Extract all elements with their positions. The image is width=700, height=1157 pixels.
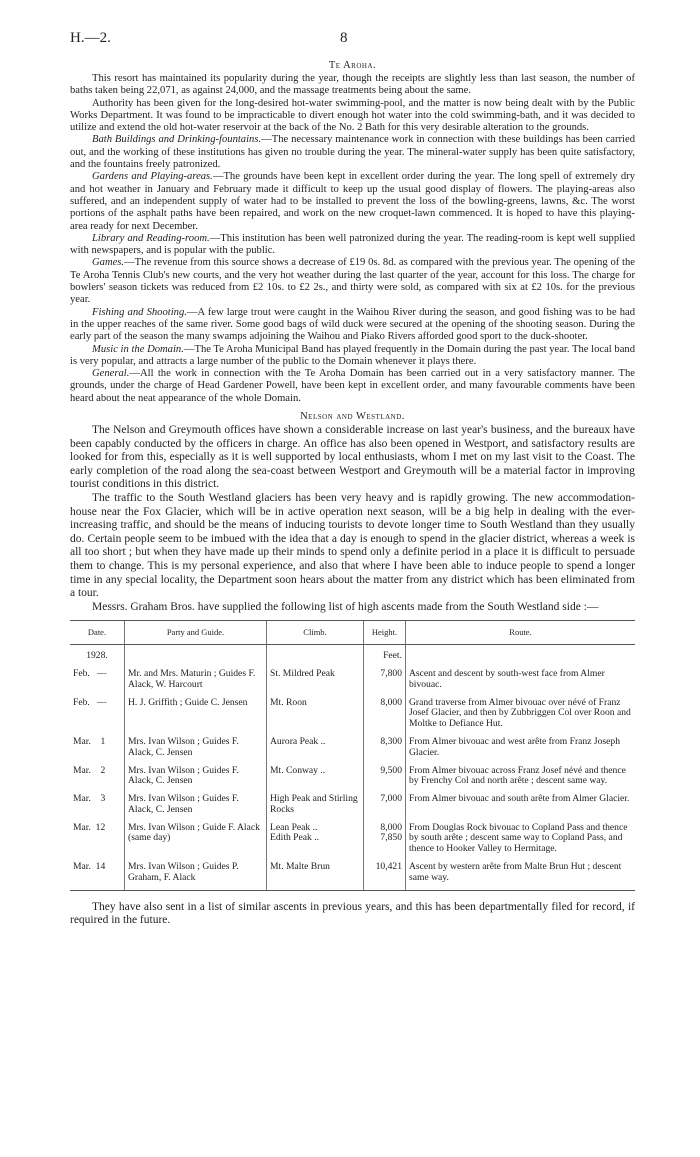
cell-date: Mar. 3 <box>73 793 106 805</box>
cell-date: Mar. 1 <box>73 735 106 747</box>
cell-date: Feb. — <box>73 667 107 679</box>
table-header-row <box>70 621 635 645</box>
column-header-party: Party and Guide. <box>125 621 267 645</box>
subsection-title: Library and Reading-room. <box>92 232 210 244</box>
table-body <box>70 645 635 891</box>
column-header-date: Date. <box>70 621 125 645</box>
cell-route: From Almer bivouac across Franz Josef névé and thence by Frenchy Col and north arête ; descent same way. <box>406 765 636 794</box>
cell-route: Ascent and descent by south-west face from Almer bivouac. <box>406 668 636 697</box>
cell-height: 7,000 <box>364 793 406 822</box>
cell-route: Grand traverse from Almer bivouac over névé of Franz Josef Glacier, and then by Zubbriggen Col over Roon and Moltke to Defiance Hut. <box>406 697 636 736</box>
paragraph: Bath Buildings and Drinking-fountains.—The necessary maintenance work in connection with these buildings has been carried out, and the working of these institutions has given no trouble during the year. The mineral-water supply has been quite satisfactory, and the fountains freely patronized. <box>70 134 635 171</box>
paragraph: The traffic to the South Westland glaciers has been very heavy and is rapidly growing. The new accommodation-house near the Fox Glacier, which will be in active operation next season, will be a big help in dealing with the ever-increasing traffic, and should be the means of inducing tourists to devote longer time to South Westland than they usually do. Certain people seem to be imbued with the idea that a day is enough to spend in the glacier district, whereas a week is all too short ; but when they have made up their minds to spend only a definite period in a place it is difficult to persuade them to change. This is my personal experience, and also that where I have been able to induce people to spend a longer time in any special locality, the Department soon hears about the matter from any district which has been eliminated from a tour. <box>70 491 635 600</box>
page-number: 8 <box>340 30 348 46</box>
cell-route: From Douglas Rock bivouac to Copland Pass and thence by south arête ; descent same way to Copland Pass, and thence to Hooker Valley to Hermitage. <box>406 822 636 861</box>
paragraph: Authority has been given for the long-desired hot-water swimming-pool, and the matter is now being dealt with by the Public Works Department. It was found to be impracticable to divert enough hot water into the cold swimming-bath, and it was decided to utilize and extend the old hot-water reservoir at the back of the No. 2 Bath for this very desirable alteration to the grounds. <box>70 97 635 134</box>
cell-climb: High Peak and Stirling Rocks <box>267 793 364 822</box>
height-unit-label: Feet. <box>364 645 406 668</box>
subsection-title: Bath Buildings and Drinking-fountains. <box>92 134 262 146</box>
paragraph: Gardens and Playing-areas.—The grounds have been kept in excellent order during the year. The long spell of extremely dry and hot weather in January and February made it difficult to keep up the usual good display of flowers. The playing-areas also suffered, and an independent supply of water had to be installed to prevent the loss of the bowling-greens, lawns, &c. The worst portions of the asphalt paths have been repaired, and work on the new croquet-lawn commenced. It is hoped to have this playing-area ready for next December. <box>70 171 635 232</box>
table-row <box>70 861 635 890</box>
subsection-title: Music in the Domain. <box>92 343 184 355</box>
cell-height: 9,500 <box>364 765 406 794</box>
table-row <box>70 668 635 697</box>
cell-date: Feb. — <box>73 696 107 708</box>
cell-climb: St. Mildred Peak <box>267 668 364 697</box>
subsection-title: Gardens and Playing-areas. <box>92 171 213 183</box>
subsection-title: Fishing and Shooting. <box>92 306 187 318</box>
subsection-title: Games. <box>92 257 125 269</box>
paragraph: Messrs. Graham Bros. have supplied the following list of high ascents made from the South Westland side :— <box>92 600 599 613</box>
cell-height: 8,000 7,850 <box>364 822 406 861</box>
table-row <box>70 822 635 861</box>
cell-climb: Mt. Malte Brun <box>267 861 364 890</box>
cell-party: Mr. and Mrs. Maturin ; Guides F. Alack, W. Harcourt <box>125 668 267 697</box>
paragraph: Games.—The revenue from this source shows a decrease of £19 0s. 8d. as compared with the previous year. The opening of the Te Aroha Tennis Club's new courts, and the very hot weather during the last quarter of the year, account for this loss. The charge for bowlers' season tickets was reduced from £2 10s. to £2 2s., and thirty were sold, as compared with six at £2 10s. for the previous year. <box>70 257 635 306</box>
document-page <box>70 30 635 928</box>
cell-height: 7,800 <box>364 668 406 697</box>
column-header-route: Route. <box>406 621 636 645</box>
cell-climb: Lean Peak .. Edith Peak .. <box>267 822 364 861</box>
cell-route: From Almer bivouac and west arête from Franz Joseph Glacier. <box>406 736 636 765</box>
cell-climb: Aurora Peak .. <box>267 736 364 765</box>
cell-date: Mar. 2 <box>73 764 106 776</box>
cell-date: Mar. 14 <box>70 861 125 890</box>
table-row <box>70 765 635 794</box>
cell-party: Mrs. Ivan Wilson ; Guide F. Alack (same day) <box>125 822 267 861</box>
cell-climb: Mt. Roon <box>267 697 364 736</box>
closing-paragraph: They have also sent in a list of similar ascents in previous years, and this has been departmentally filed for record, if required in the future. <box>70 900 635 927</box>
cell-party: Mrs. Ivan Wilson ; Guides F. Alack, C. Jensen <box>125 793 267 822</box>
ascents-table <box>70 620 635 890</box>
table-row <box>70 736 635 765</box>
cell-route: Ascent by western arête from Malte Brun Hut ; descent same way. <box>406 861 636 890</box>
paragraph: The Nelson and Greymouth offices have shown a considerable increase on last year's business, and the bureaux have been capably conducted by the officers in charge. An office has also been opened in Westport, and satisfactory results are looked for from this, especially as it is well supported by local enthusiasts, whom I met on my last visit to the Coast. The early completion of the road along the sea-coast between Westport and Greymouth will be a material factor in improving tourist conditions in this district. <box>70 424 635 491</box>
year-label: 1928. <box>86 650 108 662</box>
table-row <box>70 697 635 736</box>
column-header-climb: Climb. <box>267 621 364 645</box>
cell-date: Mar. 12 <box>73 821 106 833</box>
cell-party: Mrs. Ivan Wilson ; Guides P. Graham, F. Alack <box>125 861 267 890</box>
subsection-title: General. <box>92 368 130 380</box>
cell-party: Mrs. Ivan Wilson ; Guides F. Alack, C. Jensen <box>125 765 267 794</box>
section-heading-nelson-westland: Nelson and Westland. <box>300 411 405 423</box>
cell-height: 10,421 <box>364 861 406 890</box>
section-heading-te-aroha: Te Aroha. <box>328 60 377 71</box>
cell-route: From Almer bivouac and south arête from Almer Glacier. <box>406 793 636 822</box>
paragraph: Library and Reading-room.—This institution has been well patronized during the year. The reading-room is kept well supplied with newspapers, and is popular with the public. <box>70 232 635 257</box>
cell-height: 8,000 <box>364 697 406 736</box>
table-subheader-row <box>70 645 635 668</box>
paragraph: Music in the Domain.—The Te Aroha Municipal Band has played frequently in the Domain during the past year. The local band is very popular, and attracts a large number of the public to the Domain whenever it plays there. <box>70 343 635 367</box>
paragraph: Fishing and Shooting.—A few large trout were caught in the Waihou River during the season, and good fishing was to be had in the upper reaches of the same river. Some good bags of wild duck were secured at the opening of the shooting season. During the early part of the season the many swamps adjoining the Waihou and Piako Rivers afforded good sport to the duck-shooter. <box>70 306 635 343</box>
cell-height: 8,300 <box>364 736 406 765</box>
paragraph: This resort has maintained its popularity during the year, though the receipts are slightly less than last season, the number of baths taken being 22,071, as against 24,000, and the massage treatments being about the same. <box>70 73 635 97</box>
cell-climb: Mt. Conway .. <box>267 765 364 794</box>
report-reference: H.—2. <box>70 30 111 46</box>
table-row <box>70 793 635 822</box>
paragraph: General.—All the work in connection with the Te Aroha Domain has been carried out in a very satisfactory manner. The grounds, under the charge of Head Gardener Powell, have been kept in excellent order, and many favourable comments have been heard about the neat appearance of the whole Domain. <box>70 368 635 404</box>
page-header <box>70 30 635 54</box>
cell-party: H. J. Griffith ; Guide C. Jensen <box>125 697 267 736</box>
cell-party: Mrs. Ivan Wilson ; Guides F. Alack, C. Jensen <box>125 736 267 765</box>
column-header-height: Height. <box>364 621 406 645</box>
